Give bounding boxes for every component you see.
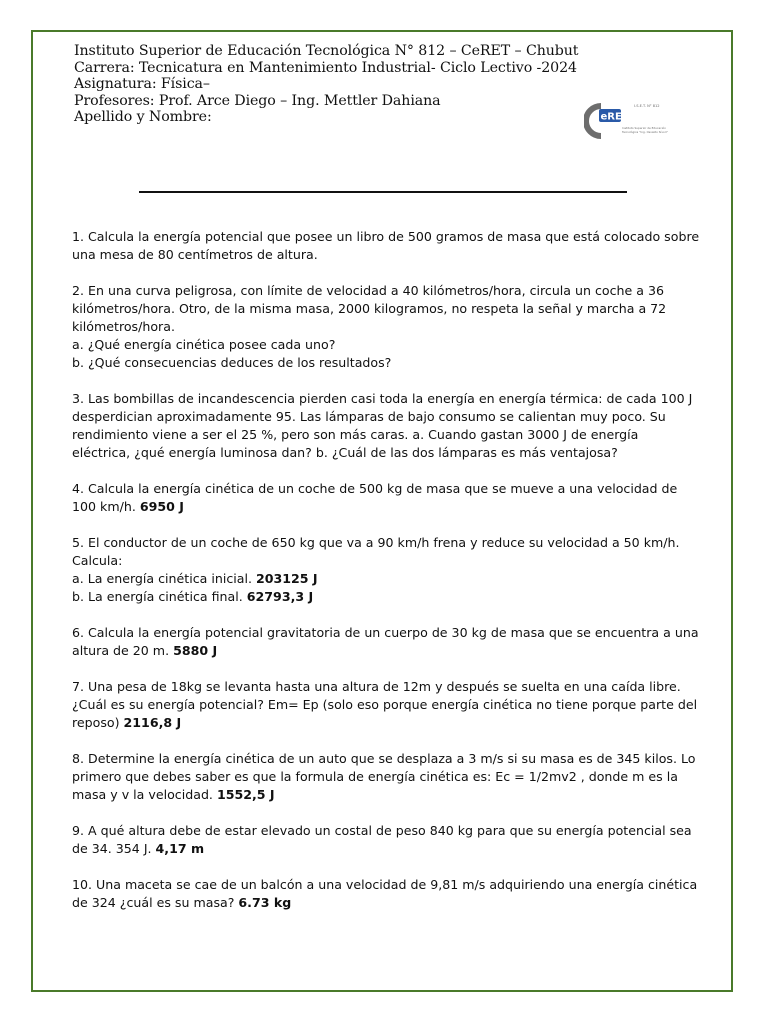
question-text: 3. Las bombillas de incandescencia pierden casi toda la energía en energía térmica: de cada 100 J desperdician aproximadamente 95. Las lámparas de bajo consumo se calientan muy poco. Su rendimiento viene a ser el 25 %, pero son más caras. a. Cuando gastan 3000 J de energía eléctrica, ¿qué energía luminosa dan? b. ¿Cuál de las dos lámparas es más ventajosa? bbox=[72, 391, 693, 460]
question-part-a: a. ¿Qué energía cinética posee cada uno? bbox=[72, 337, 336, 352]
answer-a: 203125 J bbox=[255, 571, 318, 586]
question-text: 4. Calcula la energía cinética de un coche de 500 kg de masa que se mueve a una velocidad de 100 km/h. 6950 J bbox=[72, 481, 678, 514]
question-text: 6. Calcula la energía potencial gravitatoria de un cuerpo de 30 kg de masa que se encuentra a una altura de 20 m. 5880 J bbox=[72, 625, 699, 658]
answer: 6950 J bbox=[139, 499, 184, 514]
question-7 bbox=[72, 678, 700, 732]
answer: 5880 J bbox=[173, 643, 218, 658]
answer: 1552,5 J bbox=[216, 787, 275, 802]
document-header bbox=[74, 43, 578, 126]
question-text: 2. En una curva peligrosa, con límite de velocidad a 40 kilómetros/hora, circula un coche a 36 kilómetros/hora. Otro, de la misma masa, 2000 kilogramos, no respeta la señal y marcha a 72 kilómetros/hora. bbox=[72, 283, 667, 334]
logo-wordmark: eRET bbox=[600, 111, 629, 123]
ceret-logo bbox=[584, 100, 684, 142]
name-underline bbox=[139, 191, 627, 193]
logo-code: I.S.E.T. N° 812 bbox=[634, 104, 660, 108]
answer: 2116,8 J bbox=[123, 715, 182, 730]
teachers-line: Profesores: Prof. Arce Diego – Ing. Mettler Dahiana bbox=[74, 92, 441, 109]
question-3 bbox=[72, 390, 700, 462]
question-text: 5. El conductor de un coche de 650 kg que va a 90 km/h frena y reduce su velocidad a 50 km/h. Calcula: bbox=[72, 535, 680, 568]
question-5 bbox=[72, 534, 700, 606]
question-text: 7. Una pesa de 18kg se levanta hasta una altura de 12m y después se suelta en una caída libre. ¿Cuál es su energía potencial? Em= Ep (solo eso porque energía cinética no tiene porque parte del reposo) 2116,8 J bbox=[72, 679, 698, 730]
question-10 bbox=[72, 876, 700, 912]
exercise-list bbox=[72, 228, 700, 930]
question-2 bbox=[72, 282, 700, 372]
question-part-b: b. ¿Qué consecuencias deduces de los resultados? bbox=[72, 355, 392, 370]
answer: 6.73 kg bbox=[238, 895, 292, 910]
subject-line: Asignatura: Física– bbox=[74, 76, 210, 92]
question-6 bbox=[72, 624, 700, 660]
question-text: 8. Determine la energía cinética de un auto que se desplaza a 3 m/s si su masa es de 345 kilos. Lo primero que debes saber es que la formula de energía cinética es: Ec = 1/2mv2 , donde m es la masa y v la velocidad. 1552,5 J bbox=[72, 751, 696, 802]
question-text: 9. A qué altura debe de estar elevado un costal de peso 840 kg para que su energía potencial sea de 34. 354 J. 4,17 m bbox=[72, 823, 692, 856]
question-4 bbox=[72, 480, 700, 516]
institution-line: Instituto Superior de Educación Tecnológica N° 812 – CeRET – Chubut bbox=[74, 43, 579, 59]
logo-subtitle-2: Tecnológica "Ing. Osvaldo Sívori" bbox=[622, 130, 668, 134]
question-9 bbox=[72, 822, 700, 858]
question-text: 10. Una maceta se cae de un balcón a una velocidad de 9,81 m/s adquiriendo una energía cinética de 324 ¿cuál es su masa? 6.73 kg bbox=[72, 877, 698, 910]
question-part-a: a. La energía cinética inicial. 203125 J bbox=[72, 571, 318, 586]
answer-b: 62793,3 J bbox=[246, 589, 314, 604]
logo-subtitle-1: Instituto Superior de Educación bbox=[622, 126, 666, 130]
question-text: 1. Calcula la energía potencial que posee un libro de 500 gramos de masa que está colocado sobre una mesa de 80 centímetros de altura. bbox=[72, 229, 700, 262]
question-part-b: b. La energía cinética final. 62793,3 J bbox=[72, 589, 314, 604]
question-1 bbox=[72, 228, 700, 264]
student-name-line: Apellido y Nombre: bbox=[74, 109, 212, 125]
answer: 4,17 m bbox=[155, 841, 205, 856]
question-8 bbox=[72, 750, 700, 804]
career-line: Carrera: Tecnicatura en Mantenimiento Industrial- Ciclo Lectivo -2024 bbox=[74, 59, 577, 76]
